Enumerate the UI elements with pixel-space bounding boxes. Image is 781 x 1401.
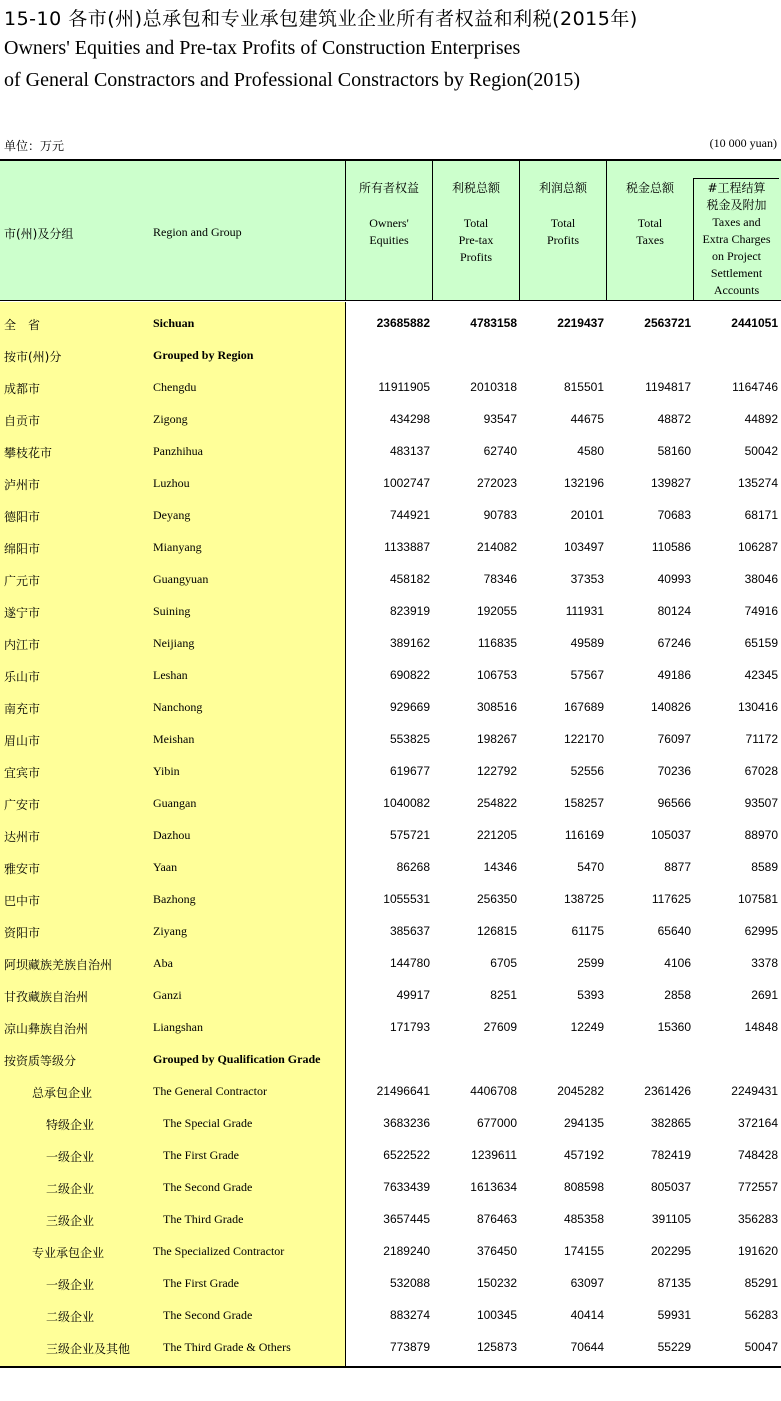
cell-value: 6705 <box>490 956 517 970</box>
row-label-cn: 攀枝花市 <box>4 446 53 460</box>
row-label-en: Grouped by Qualification Grade <box>153 1052 321 1066</box>
page-title-cn: 15-10 各市(州)总承包和专业承包建筑业企业所有者权益和利税(2015年) <box>4 8 638 30</box>
cell-value: 3657445 <box>383 1212 430 1226</box>
row-label-en: The Specialized Contractor <box>153 1244 285 1258</box>
cell-value: 116835 <box>477 636 517 650</box>
row-label-cn: 绵阳市 <box>4 542 41 556</box>
cell-value: 2219437 <box>557 316 604 330</box>
header-total-pretax-profits-en <box>433 215 519 266</box>
row-label-cn: 专业承包企业 <box>32 1246 105 1260</box>
cell-value: 49917 <box>396 988 430 1002</box>
row-label-cn: 凉山彝族自治州 <box>4 1022 89 1036</box>
header-text: #工程结算 <box>707 181 766 195</box>
row-label-en: Leshan <box>153 668 188 682</box>
page-title-en-line2: of General Constractors and Professional Constractors by Region(2015) <box>4 69 580 91</box>
cell-value: 254822 <box>476 796 517 810</box>
cell-value: 2691 <box>751 988 778 1002</box>
table-row <box>0 1235 781 1267</box>
cell-value: 2045282 <box>557 1084 604 1098</box>
cell-value: 7633439 <box>383 1180 430 1194</box>
header-total-pretax-profits-cn: 利税总额 <box>451 181 500 195</box>
cell-value: 49589 <box>570 636 604 650</box>
cell-value: 883274 <box>389 1308 430 1322</box>
header-text: Total <box>550 216 576 230</box>
row-label-en: Chengdu <box>153 380 197 394</box>
table-row <box>0 883 781 915</box>
unit-label-cn: 单位：万元 <box>4 139 65 153</box>
row-label-cn: 乐山市 <box>4 670 41 684</box>
row-label-cn: 广元市 <box>4 574 41 588</box>
cell-value: 8589 <box>751 860 778 874</box>
cell-value: 4580 <box>577 444 604 458</box>
cell-value: 67246 <box>657 636 691 650</box>
table-row <box>0 1299 781 1331</box>
page-title-en-line1: Owners' Equities and Pre-tax Profits of Construction Enterprises <box>4 37 521 59</box>
cell-value: 110586 <box>651 540 691 554</box>
row-label-en: Sichuan <box>153 316 195 330</box>
cell-value: 458182 <box>389 572 430 586</box>
cell-value: 126815 <box>476 924 517 938</box>
row-label-cn: 二级企业 <box>46 1182 95 1196</box>
header-text: 税金及附加 <box>706 198 767 212</box>
cell-value: 68171 <box>744 508 778 522</box>
row-label-en: Panzhihua <box>153 444 203 458</box>
row-label-cn: 德阳市 <box>4 510 41 524</box>
cell-value: 116169 <box>564 828 604 842</box>
row-label-cn: 资阳市 <box>4 926 41 940</box>
header-text: Pre-tax <box>458 233 494 247</box>
table-row <box>0 499 781 531</box>
row-label-en: The First Grade <box>163 1276 239 1290</box>
cell-value: 11911905 <box>378 380 430 394</box>
cell-value: 485358 <box>563 1212 604 1226</box>
row-label-cn: 特级企业 <box>46 1118 95 1132</box>
cell-value: 78346 <box>483 572 517 586</box>
table-row <box>0 627 781 659</box>
cell-value: 294135 <box>563 1116 604 1130</box>
row-label-en: The Second Grade <box>163 1308 253 1322</box>
row-label-en: Yibin <box>153 764 180 778</box>
cell-value: 532088 <box>389 1276 430 1290</box>
header-text: Profits <box>459 250 492 264</box>
cell-value: 2010318 <box>470 380 517 394</box>
cell-value: 308516 <box>476 700 517 714</box>
row-label-cn: 广安市 <box>4 798 41 812</box>
cell-value: 67028 <box>744 764 778 778</box>
cell-value: 135274 <box>737 476 778 490</box>
cell-value: 202295 <box>650 1244 691 1258</box>
row-label-en: The Second Grade <box>163 1180 253 1194</box>
cell-value: 100345 <box>476 1308 517 1322</box>
header-text: on Project <box>712 249 761 263</box>
table-row <box>0 1011 781 1043</box>
row-label-en: Ganzi <box>153 988 182 1002</box>
cell-value: 138725 <box>563 892 604 906</box>
cell-value: 575721 <box>389 828 430 842</box>
cell-value: 20101 <box>570 508 604 522</box>
cell-value: 2563721 <box>644 316 691 330</box>
row-label-cn: 一级企业 <box>46 1150 95 1164</box>
row-label-en: The General Contractor <box>153 1084 267 1098</box>
cell-value: 122170 <box>563 732 604 746</box>
cell-value: 74916 <box>744 604 778 618</box>
table-row <box>0 563 781 595</box>
cell-value: 76097 <box>657 732 691 746</box>
cell-value: 96566 <box>657 796 691 810</box>
cell-value: 57567 <box>570 668 604 682</box>
table-row <box>0 659 781 691</box>
cell-value: 385637 <box>389 924 430 938</box>
cell-value: 3683236 <box>383 1116 430 1130</box>
table-row <box>0 979 781 1011</box>
row-label-en: Suining <box>153 604 191 618</box>
cell-value: 117625 <box>651 892 691 906</box>
cell-value: 1164746 <box>732 380 778 394</box>
row-label-en: Bazhong <box>153 892 196 906</box>
cell-value: 1040082 <box>383 796 430 810</box>
cell-value: 4106 <box>664 956 691 970</box>
cell-value: 88970 <box>744 828 778 842</box>
row-label-cn: 成都市 <box>4 382 41 396</box>
cell-value: 14848 <box>744 1020 778 1034</box>
table-row <box>0 723 781 755</box>
cell-value: 80124 <box>657 604 691 618</box>
row-label-en: Yaan <box>153 860 178 874</box>
cell-value: 86268 <box>396 860 430 874</box>
cell-value: 44892 <box>744 412 778 426</box>
unit-label-en: (10 000 yuan) <box>709 136 777 150</box>
cell-value: 192055 <box>476 604 517 618</box>
cell-value: 130416 <box>737 700 778 714</box>
cell-value: 122792 <box>476 764 517 778</box>
row-label-en: Liangshan <box>153 1020 203 1034</box>
cell-value: 70644 <box>570 1340 604 1354</box>
cell-value: 1239611 <box>471 1148 517 1162</box>
header-text: Taxes <box>636 233 664 247</box>
header-bottom-rule <box>0 300 781 301</box>
cell-value: 434298 <box>389 412 430 426</box>
table-header <box>0 161 781 301</box>
cell-value: 2599 <box>577 956 604 970</box>
header-project-settlement-cn <box>694 180 779 214</box>
header-text: Total <box>637 216 663 230</box>
cell-value: 62740 <box>483 444 517 458</box>
header-owners-equities-en <box>346 215 432 249</box>
row-label-cn: 巴中市 <box>4 894 41 908</box>
cell-value: 93507 <box>744 796 778 810</box>
header-total-profits <box>519 161 606 301</box>
cell-value: 823919 <box>389 604 430 618</box>
row-label-en: Mianyang <box>153 540 202 554</box>
cell-value: 808598 <box>563 1180 604 1194</box>
row-label-en: The First Grade <box>163 1148 239 1162</box>
table-row <box>0 307 781 339</box>
table-row <box>0 691 781 723</box>
cell-value: 125873 <box>476 1340 517 1354</box>
cell-value: 50042 <box>744 444 778 458</box>
cell-value: 23685882 <box>376 316 430 330</box>
header-owners-equities <box>345 161 432 301</box>
row-label-cn: 按市(州)分 <box>4 350 62 364</box>
cell-value: 376450 <box>476 1244 517 1258</box>
cell-value: 8251 <box>490 988 517 1002</box>
table-row <box>0 1331 781 1363</box>
cell-value: 132196 <box>563 476 604 490</box>
cell-value: 40414 <box>570 1308 604 1322</box>
cell-value: 5470 <box>577 860 604 874</box>
row-label-en: Guangyuan <box>153 572 209 586</box>
cell-value: 38046 <box>744 572 778 586</box>
cell-value: 382865 <box>650 1116 691 1130</box>
header-project-settlement-en <box>694 214 779 299</box>
cell-value: 5393 <box>577 988 604 1002</box>
cell-value: 553825 <box>389 732 430 746</box>
cell-value: 40993 <box>657 572 691 586</box>
cell-value: 150232 <box>476 1276 517 1290</box>
header-total-taxes <box>606 161 693 301</box>
cell-value: 2441051 <box>731 316 778 330</box>
row-label-cn: 内江市 <box>4 638 41 652</box>
cell-value: 2858 <box>664 988 691 1002</box>
cell-value: 103497 <box>563 540 604 554</box>
cell-value: 782419 <box>650 1148 691 1162</box>
cell-value: 272023 <box>476 476 517 490</box>
row-label-en: Deyang <box>153 508 191 522</box>
header-text: Taxes and <box>712 215 761 229</box>
row-label-cn: 甘孜藏族自治州 <box>4 990 89 1004</box>
cell-value: 70683 <box>657 508 691 522</box>
cell-value: 85291 <box>744 1276 778 1290</box>
cell-value: 214082 <box>476 540 517 554</box>
table-row <box>0 595 781 627</box>
header-project-settlement-taxes <box>693 161 781 301</box>
table-row <box>0 1203 781 1235</box>
cell-value: 815501 <box>563 380 604 394</box>
cell-value: 677000 <box>476 1116 517 1130</box>
cell-value: 52556 <box>570 764 604 778</box>
row-label-cn: 全 省 <box>4 318 41 332</box>
cell-value: 619677 <box>389 764 430 778</box>
row-label-cn: 二级企业 <box>46 1310 95 1324</box>
header-total-taxes-en <box>607 215 693 249</box>
cell-value: 1133887 <box>384 540 430 554</box>
row-label-en: Zigong <box>153 412 188 426</box>
cell-value: 65640 <box>657 924 691 938</box>
cell-value: 372164 <box>737 1116 778 1130</box>
cell-value: 21496641 <box>376 1084 430 1098</box>
cell-value: 61175 <box>571 924 604 938</box>
header-text: Profits <box>546 233 579 247</box>
row-label-en: The Third Grade <box>163 1212 244 1226</box>
row-label-en: Grouped by Region <box>153 348 254 362</box>
table-row <box>0 819 781 851</box>
table-row <box>0 787 781 819</box>
row-label-cn: 雅安市 <box>4 862 41 876</box>
cell-value: 93547 <box>483 412 517 426</box>
cell-value: 50047 <box>744 1340 778 1354</box>
row-label-cn: 达州市 <box>4 830 41 844</box>
cell-value: 27609 <box>483 1020 517 1034</box>
header-text: Owners' <box>369 216 409 230</box>
cell-value: 876463 <box>476 1212 517 1226</box>
cell-value: 56283 <box>744 1308 778 1322</box>
row-label-cn: 三级企业及其他 <box>46 1342 131 1356</box>
cell-value: 15360 <box>657 1020 691 1034</box>
cell-value: 167689 <box>563 700 604 714</box>
row-label-en: Neijiang <box>153 636 195 650</box>
cell-value: 49186 <box>657 668 691 682</box>
header-region-cell <box>0 161 345 301</box>
cell-value: 483137 <box>389 444 430 458</box>
cell-value: 140826 <box>650 700 691 714</box>
table-row <box>0 1267 781 1299</box>
cell-value: 174155 <box>563 1244 604 1258</box>
cell-value: 1002747 <box>383 476 430 490</box>
table-row <box>0 1075 781 1107</box>
row-label-cn: 眉山市 <box>4 734 41 748</box>
cell-value: 8877 <box>664 860 691 874</box>
cell-value: 106287 <box>737 540 778 554</box>
header-total-profits-en <box>520 215 606 249</box>
cell-value: 42345 <box>744 668 778 682</box>
cell-value: 805037 <box>650 1180 691 1194</box>
row-label-cn: 阿坝藏族羌族自治州 <box>4 958 113 972</box>
cell-value: 389162 <box>389 636 430 650</box>
cell-value: 773879 <box>389 1340 430 1354</box>
cell-value: 44675 <box>570 412 604 426</box>
row-label-en: The Special Grade <box>163 1116 253 1130</box>
cell-value: 256350 <box>476 892 517 906</box>
row-label-cn: 泸州市 <box>4 478 41 492</box>
cell-value: 744921 <box>389 508 430 522</box>
table-row <box>0 371 781 403</box>
cell-value: 6522522 <box>383 1148 430 1162</box>
cell-value: 772557 <box>737 1180 778 1194</box>
cell-value: 2361426 <box>644 1084 691 1098</box>
table-row <box>0 1139 781 1171</box>
cell-value: 107581 <box>737 892 778 906</box>
row-label-en: Aba <box>153 956 173 970</box>
cell-value: 63097 <box>570 1276 604 1290</box>
cell-value: 1613634 <box>470 1180 517 1194</box>
table-row <box>0 755 781 787</box>
cell-value: 90783 <box>483 508 517 522</box>
cell-value: 48872 <box>657 412 691 426</box>
cell-value: 62995 <box>744 924 778 938</box>
header-text: Settlement <box>710 266 763 280</box>
cell-value: 191620 <box>737 1244 778 1258</box>
cell-value: 4783158 <box>470 316 517 330</box>
table-row <box>0 1107 781 1139</box>
cell-value: 70236 <box>657 764 691 778</box>
cell-value: 158257 <box>563 796 604 810</box>
cell-value: 3378 <box>751 956 778 970</box>
row-label-en: Meishan <box>153 732 195 746</box>
row-label-en: The Third Grade & Others <box>163 1340 291 1354</box>
row-label-en: Nanchong <box>153 700 203 714</box>
cell-value: 139827 <box>650 476 691 490</box>
row-label-cn: 一级企业 <box>46 1278 95 1292</box>
row-label-en: Luzhou <box>153 476 190 490</box>
table-row <box>0 531 781 563</box>
table-row <box>0 467 781 499</box>
table-row <box>0 947 781 979</box>
cell-value: 144780 <box>389 956 430 970</box>
header-total-profits-cn: 利润总额 <box>538 181 587 195</box>
cell-value: 55229 <box>657 1340 691 1354</box>
cell-value: 356283 <box>737 1212 778 1226</box>
cell-value: 929669 <box>389 700 430 714</box>
cell-value: 12249 <box>570 1020 604 1034</box>
cell-value: 87135 <box>657 1276 691 1290</box>
header-total-pretax-profits <box>432 161 519 301</box>
cell-value: 106753 <box>476 668 517 682</box>
header-project-settlement-box <box>693 178 779 301</box>
cell-value: 2249431 <box>731 1084 778 1098</box>
table-bottom-rule <box>0 1366 781 1368</box>
row-label-en: Dazhou <box>153 828 191 842</box>
table-row <box>0 1043 781 1075</box>
row-label-cn: 自贡市 <box>4 414 41 428</box>
cell-value: 198267 <box>476 732 517 746</box>
cell-value: 37353 <box>570 572 604 586</box>
cell-value: 457192 <box>563 1148 604 1162</box>
row-label-cn: 宜宾市 <box>4 766 41 780</box>
cell-value: 65159 <box>744 636 778 650</box>
row-label-cn: 按资质等级分 <box>4 1054 77 1068</box>
cell-value: 111931 <box>565 604 604 618</box>
header-region-cn: 市(州)及分组 <box>4 227 74 241</box>
row-label-cn: 总承包企业 <box>32 1086 93 1100</box>
header-text: Equities <box>369 233 409 247</box>
cell-value: 690822 <box>389 668 430 682</box>
cell-value: 71172 <box>745 732 778 746</box>
cell-value: 58160 <box>657 444 691 458</box>
row-label-cn: 三级企业 <box>46 1214 95 1228</box>
header-text: Extra Charges <box>702 232 771 246</box>
cell-value: 2189240 <box>383 1244 430 1258</box>
header-total-taxes-cn: 税金总额 <box>625 181 674 195</box>
header-owners-equities-cn: 所有者权益 <box>358 181 419 195</box>
cell-value: 391105 <box>651 1212 691 1226</box>
row-label-cn: 南充市 <box>4 702 41 716</box>
row-label-en: Guangan <box>153 796 197 810</box>
table-row <box>0 339 781 371</box>
cell-value: 1194817 <box>645 380 691 394</box>
header-text: Accounts <box>713 283 760 297</box>
table-row <box>0 403 781 435</box>
table-row <box>0 435 781 467</box>
table-row <box>0 851 781 883</box>
cell-value: 748428 <box>737 1148 778 1162</box>
cell-value: 105037 <box>650 828 691 842</box>
cell-value: 1055531 <box>383 892 430 906</box>
table-row <box>0 915 781 947</box>
header-text: Total <box>463 216 489 230</box>
header-region-en: Region and Group <box>153 225 242 239</box>
cell-value: 14346 <box>483 860 517 874</box>
row-label-en: Ziyang <box>153 924 187 938</box>
cell-value: 171793 <box>389 1020 430 1034</box>
cell-value: 4406708 <box>470 1084 517 1098</box>
cell-value: 59931 <box>657 1308 691 1322</box>
cell-value: 221205 <box>476 828 517 842</box>
table-row <box>0 1171 781 1203</box>
row-label-cn: 遂宁市 <box>4 606 41 620</box>
